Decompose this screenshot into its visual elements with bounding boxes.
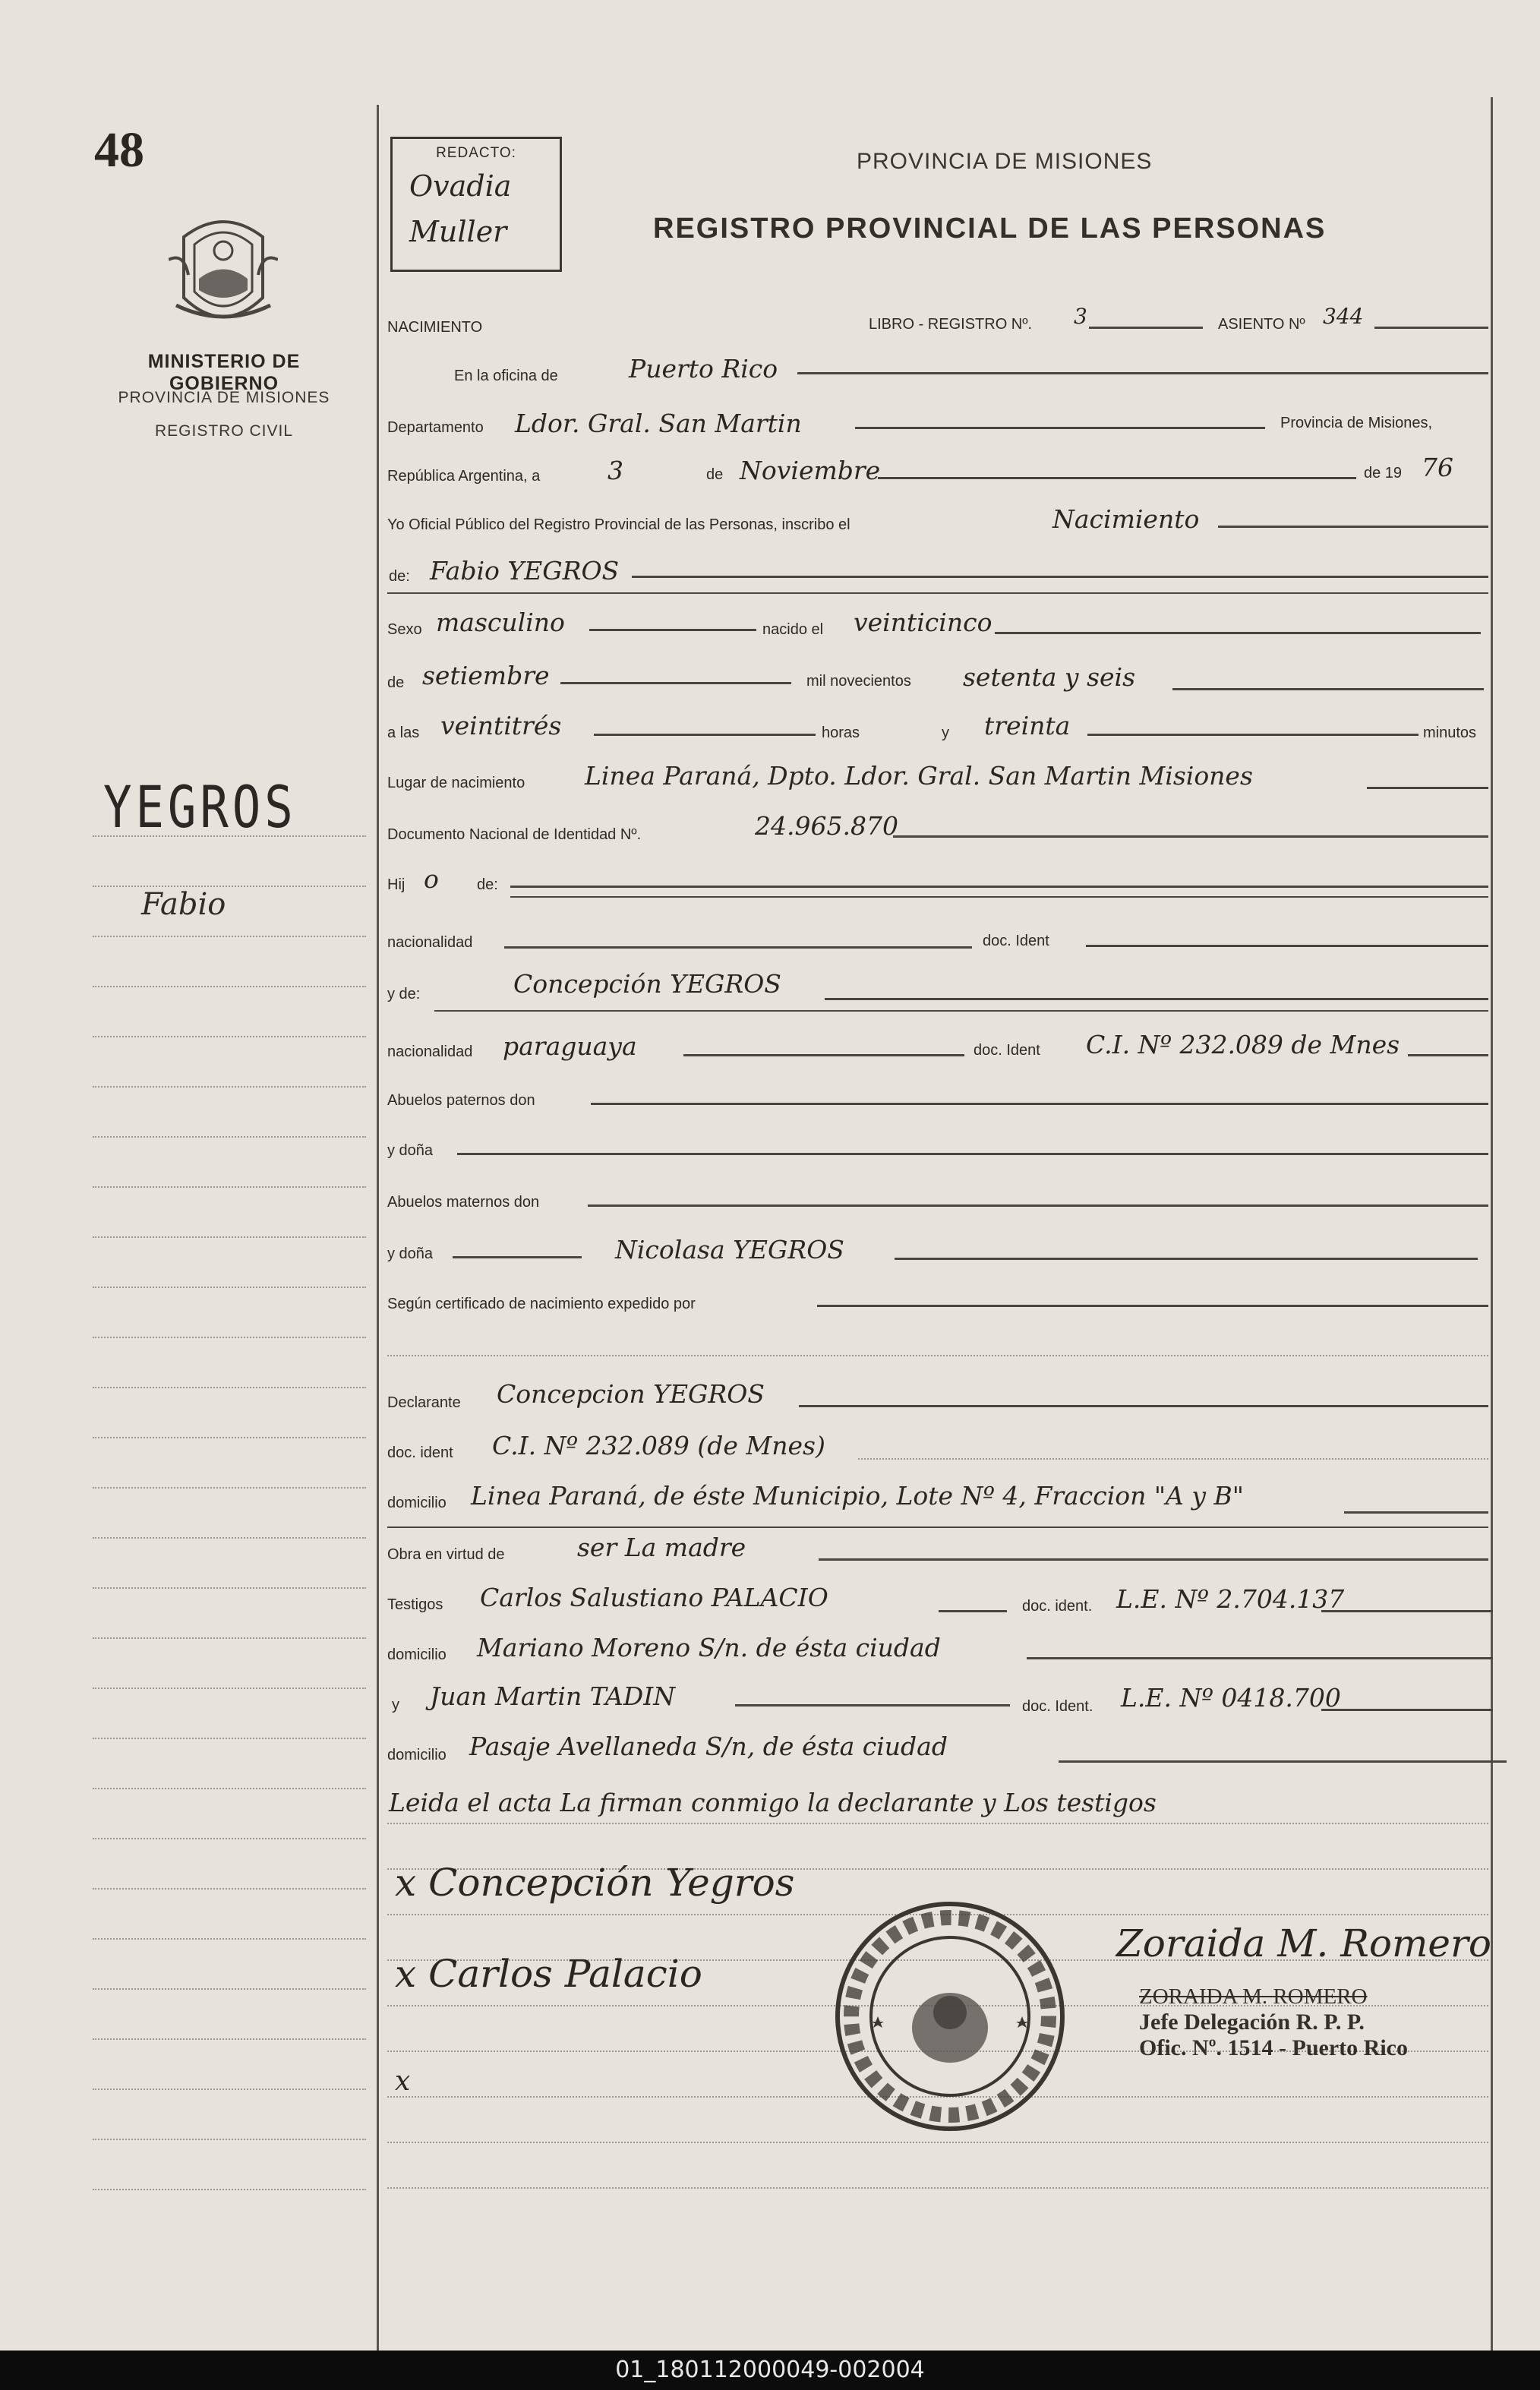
domicilio2-label: domicilio xyxy=(387,1646,447,1663)
rule xyxy=(591,1103,1488,1105)
rule xyxy=(1059,1760,1507,1763)
rule xyxy=(434,1010,1488,1012)
y-dona1-label: y doña xyxy=(387,1142,434,1159)
officer-office: Ofic. Nº. 1514 - Puerto Rico xyxy=(1139,2035,1408,2060)
sidebar-ruling xyxy=(93,2038,366,2040)
nacionalidad1-label: nacionalidad xyxy=(387,934,473,951)
signature-declarante: x Concepción Yegros xyxy=(395,1861,795,1905)
margin-line-left xyxy=(377,105,379,2354)
doc-ident3-label: doc. ident xyxy=(387,1444,453,1461)
sidebar-ruling xyxy=(93,1186,366,1188)
sidebar-ruling xyxy=(93,1738,366,1739)
sidebar-registry: REGISTRO CIVIL xyxy=(154,422,294,440)
rule xyxy=(457,1153,1488,1155)
rule xyxy=(1321,1610,1493,1612)
signature-ruling xyxy=(387,1823,1488,1824)
sidebar-ruling xyxy=(93,886,366,887)
mil-label: mil novecientos xyxy=(806,673,911,690)
sidebar-ruling xyxy=(93,936,366,937)
rule xyxy=(735,1704,1010,1706)
hijo-suffix: o xyxy=(424,864,439,894)
anio-label: de 19 xyxy=(1364,465,1403,481)
rule xyxy=(1027,1657,1493,1659)
y-dona2-label: y doña xyxy=(387,1246,434,1262)
horas-value: veintitrés xyxy=(440,711,562,740)
testigos-label: Testigos xyxy=(387,1596,443,1613)
nacido-value: veinticinco xyxy=(854,608,992,637)
rule xyxy=(1086,945,1488,947)
rule xyxy=(858,1458,1488,1460)
rule xyxy=(1087,734,1419,736)
rule xyxy=(1344,1511,1488,1514)
horas-label: horas xyxy=(822,725,860,741)
rule xyxy=(1172,688,1484,690)
obra-label: Obra en virtud de xyxy=(387,1546,505,1563)
lugar-value: Linea Paraná, Dpto. Ldor. Gral. San Martin Misiones xyxy=(585,761,1253,791)
alas-label: a las xyxy=(387,725,420,741)
declarante-value: Concepcion YEGROS xyxy=(497,1379,765,1409)
y-label: y xyxy=(942,725,949,741)
lugar-label: Lugar de nacimiento xyxy=(387,775,525,791)
sexo-value: masculino xyxy=(436,608,565,637)
sidebar-ruling xyxy=(93,1437,366,1438)
rule xyxy=(825,998,1488,1000)
doc-ident2-label: doc. Ident xyxy=(974,1042,1040,1059)
doc-ident2-value: C.I. Nº 232.089 de Mnes xyxy=(1086,1030,1400,1059)
signature-officer: Zoraida M. Romero xyxy=(1116,1921,1491,1965)
signature-mark: x xyxy=(395,2066,411,2097)
rule xyxy=(995,632,1481,634)
rule xyxy=(1321,1709,1493,1711)
asiento-value: 344 xyxy=(1323,304,1364,329)
rule xyxy=(855,427,1265,429)
redacto-box xyxy=(390,137,562,272)
redacto-signature-line1: Ovadia xyxy=(409,169,512,203)
sidebar-ruling xyxy=(93,835,366,837)
domicilio3-label: domicilio xyxy=(387,1747,447,1763)
anio-value: 76 xyxy=(1422,453,1453,482)
nacimiento-label: NACIMIENTO xyxy=(387,319,483,336)
footer-bar xyxy=(0,2351,1540,2390)
sidebar-ruling xyxy=(93,1988,366,1990)
doc-ident5-label: doc. Ident. xyxy=(1022,1698,1093,1715)
signature-ruling xyxy=(387,2142,1488,2143)
sidebar-ruling xyxy=(93,1337,366,1338)
de3-label: de xyxy=(387,674,405,691)
minutos-value: treinta xyxy=(984,711,1071,740)
doc-ident4-label: doc. ident. xyxy=(1022,1598,1093,1615)
sidebar-ruling xyxy=(93,1888,366,1890)
margin-line-right xyxy=(1491,97,1493,2353)
sidebar-ruling xyxy=(93,1487,366,1489)
rule xyxy=(799,1405,1488,1407)
officer-name: ZORAIDA M. ROMERO xyxy=(1139,1984,1368,2009)
sidebar-ruling xyxy=(93,1036,366,1037)
signature-ruling xyxy=(387,2187,1488,2189)
oficial-value: Nacimiento xyxy=(1052,504,1200,534)
sidebar-ruling xyxy=(93,1938,366,1940)
sidebar-ruling xyxy=(93,986,366,987)
abuelos-maternos-label: Abuelos maternos don xyxy=(387,1194,540,1211)
rule xyxy=(594,734,816,736)
footer-file-id: 01_180112000049-002004 xyxy=(615,2357,925,2383)
rule xyxy=(589,629,756,631)
madre-value: Concepción YEGROS xyxy=(513,969,781,999)
rule xyxy=(632,576,1488,578)
libro-value: 3 xyxy=(1074,304,1087,329)
doc-ident4-value: L.E. Nº 2.704.137 xyxy=(1116,1584,1345,1614)
domicilio3-value: Pasaje Avellaneda S/n, de ésta ciudad xyxy=(469,1732,948,1761)
sidebar-ruling xyxy=(93,1688,366,1689)
rule xyxy=(895,1258,1478,1260)
sidebar-ruling xyxy=(93,1287,366,1288)
leida-value: Leida el acta La firman conmigo la declarante y Los testigos xyxy=(389,1788,1157,1817)
sidebar-first-name: Fabio xyxy=(141,887,226,922)
hijo-label: Hij xyxy=(387,876,406,893)
segun-label: Según certificado de nacimiento expedido por xyxy=(387,1296,696,1312)
rule xyxy=(683,1054,964,1056)
rule xyxy=(1089,327,1203,329)
rule xyxy=(797,372,1488,374)
nacido-label: nacido el xyxy=(762,621,824,638)
domicilio1-value: Linea Paraná, de éste Municipio, Lote Nº 4, Fraccion "A y B" xyxy=(471,1481,1244,1511)
rule xyxy=(504,946,972,949)
rule xyxy=(1408,1054,1488,1056)
rule xyxy=(387,1355,1488,1356)
declarante-label: Declarante xyxy=(387,1394,461,1411)
doc-ident1-label: doc. Ident xyxy=(983,933,1049,949)
rule xyxy=(560,682,791,684)
redacto-signature-line2: Muller xyxy=(409,215,507,248)
dia-value: 3 xyxy=(607,456,623,485)
anio-nac-value: setenta y seis xyxy=(963,662,1136,692)
header-registry: REGISTRO PROVINCIAL DE LAS PERSONAS xyxy=(653,213,1327,245)
sidebar-province: PROVINCIA DE MISIONES xyxy=(118,389,330,406)
page-number: 48 xyxy=(94,122,144,178)
rule xyxy=(819,1558,1488,1561)
y2-label: y xyxy=(392,1697,399,1713)
sidebar-ruling xyxy=(93,1136,366,1138)
dni-value: 24.965.870 xyxy=(755,811,898,841)
republica-label: República Argentina, a xyxy=(387,468,541,485)
de-label: de xyxy=(706,466,724,483)
signature-testigo: x Carlos Palacio xyxy=(395,1952,702,1996)
doc-ident5-value: L.E. Nº 0418.700 xyxy=(1121,1683,1341,1713)
officer-stamp xyxy=(1139,1984,1408,2061)
oficial-label: Yo Oficial Público del Registro Provincial de las Personas, inscribo el xyxy=(387,516,850,533)
nacionalidad2-label: nacionalidad xyxy=(387,1043,473,1060)
domicilio1-label: domicilio xyxy=(387,1495,447,1511)
sexo-label: Sexo xyxy=(387,621,422,638)
sidebar-ruling xyxy=(93,1086,366,1088)
mes-value: Noviembre xyxy=(740,456,881,485)
signature-testigo-text: Carlos Palacio xyxy=(428,1952,702,1996)
obra-value: ser La madre xyxy=(577,1533,746,1562)
rule xyxy=(878,477,1356,479)
sidebar-ruling xyxy=(93,1587,366,1589)
official-seal-icon xyxy=(832,1899,1068,2134)
header-province: PROVINCIA DE MISIONES xyxy=(857,149,1153,174)
rule xyxy=(387,592,1488,594)
domicilio2-value: Mariano Moreno S/n. de ésta ciudad xyxy=(477,1633,941,1662)
departamento-label: Departamento xyxy=(387,419,484,436)
rule xyxy=(1367,787,1488,789)
sidebar-ruling xyxy=(93,1537,366,1539)
officer-title: Jefe Delegación R. P. P. xyxy=(1139,2010,1365,2035)
de2-label: de: xyxy=(389,568,410,585)
asiento-label: ASIENTO Nº xyxy=(1218,316,1305,333)
rule xyxy=(939,1610,1007,1612)
oficina-label: En la oficina de xyxy=(454,368,558,384)
sidebar-ruling xyxy=(93,1838,366,1839)
rule xyxy=(588,1204,1488,1207)
nacionalidad2-value: paraguaya xyxy=(503,1031,637,1061)
sidebar-ruling xyxy=(93,1387,366,1388)
sidebar-ruling xyxy=(93,1236,366,1238)
coat-of-arms-icon xyxy=(169,207,278,334)
provincia-label: Provincia de Misiones, xyxy=(1280,415,1433,431)
nombre-value: Fabio YEGROS xyxy=(430,556,620,586)
sidebar-ruling xyxy=(93,1637,366,1639)
sidebar-ruling xyxy=(93,2139,366,2140)
sidebar-ruling xyxy=(93,1788,366,1789)
rule xyxy=(510,886,1488,888)
mes-nac-value: setiembre xyxy=(422,661,550,690)
libro-label: LIBRO - REGISTRO Nº. xyxy=(869,316,1033,333)
testigo2-value: Juan Martin TADIN xyxy=(430,1681,676,1711)
sidebar-ruling xyxy=(93,2189,366,2190)
sidebar-ministry: MINISTERIO DE GOBIERNO xyxy=(147,351,301,394)
sidebar-surname: YEGROS xyxy=(103,773,297,841)
y-de-label: y de: xyxy=(387,986,421,1002)
rule xyxy=(387,1527,1488,1528)
rule xyxy=(453,1256,582,1258)
dni-label: Documento Nacional de Identidad Nº. xyxy=(387,826,642,843)
rule xyxy=(1218,526,1488,528)
rule xyxy=(893,835,1488,838)
signature-declarante-text: Concepción Yegros xyxy=(428,1861,795,1905)
rule xyxy=(817,1305,1488,1307)
abuelos-paternos-label: Abuelos paternos don xyxy=(387,1092,535,1109)
doc-ident3-value: C.I. Nº 232.089 (de Mnes) xyxy=(492,1431,825,1460)
y-dona2-value: Nicolasa YEGROS xyxy=(615,1235,844,1264)
rule xyxy=(510,896,1488,898)
testigo1-value: Carlos Salustiano PALACIO xyxy=(480,1583,828,1612)
hijo-de-label: de: xyxy=(477,876,498,893)
oficina-value: Puerto Rico xyxy=(629,354,778,384)
departamento-value: Ldor. Gral. San Martin xyxy=(515,409,802,438)
minutos-label: minutos xyxy=(1423,725,1477,741)
rule xyxy=(1374,327,1488,329)
redacto-label: REDACTO: xyxy=(436,145,516,161)
sidebar-ruling xyxy=(93,2088,366,2090)
